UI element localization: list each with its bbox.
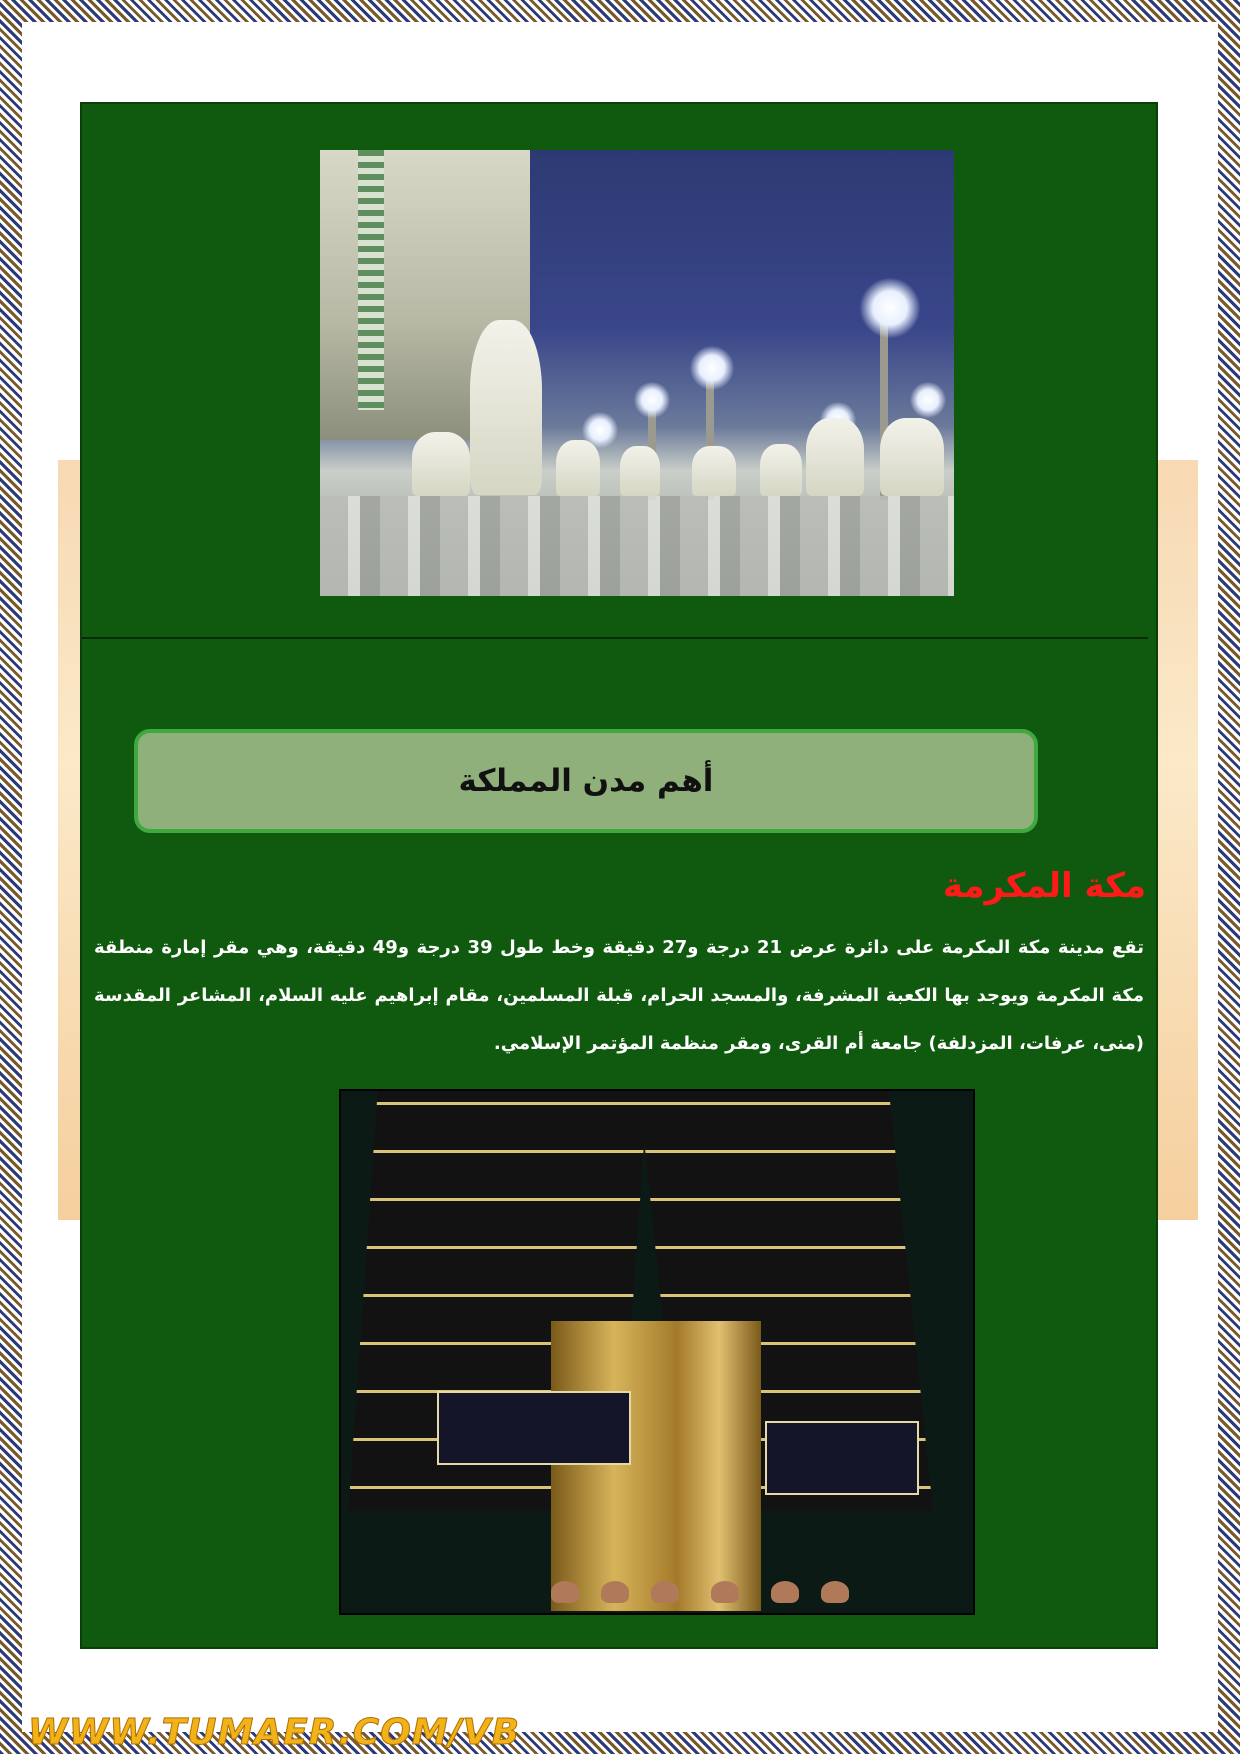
kaaba-golden-door xyxy=(551,1321,761,1611)
page-heading: أهم مدن المملكة xyxy=(458,763,714,799)
lamp-light xyxy=(634,382,670,418)
lamp-light xyxy=(910,382,946,418)
pilgrim-hand xyxy=(771,1581,799,1603)
pilgrim-hand xyxy=(601,1581,629,1603)
standing-pilgrim-figure xyxy=(470,320,542,495)
heading-box xyxy=(134,729,1038,833)
minaret xyxy=(358,150,384,410)
calligraphy-band-right xyxy=(765,1421,919,1495)
kaaba-door-photo xyxy=(339,1089,975,1615)
marble-floor xyxy=(320,496,954,596)
seated-figure xyxy=(880,418,944,496)
site-watermark: WWW.TUMAER.COM/VB xyxy=(28,1712,521,1753)
background-glow-right xyxy=(1158,460,1198,1220)
lamp-light xyxy=(860,278,920,338)
section-title: مكة المكرمة xyxy=(942,866,1146,906)
mosque-courtyard-photo xyxy=(320,150,954,596)
seated-figure xyxy=(620,446,660,496)
seated-figure xyxy=(692,446,736,496)
seated-figure xyxy=(556,440,600,496)
pilgrim-hand xyxy=(551,1581,579,1603)
calligraphy-band-left xyxy=(437,1391,631,1465)
green-content-panel xyxy=(80,102,1158,1649)
section-body-text: تقع مدينة مكة المكرمة على دائرة عرض 21 درجة و27 دقيقة وخط طول 39 درجة و49 دقيقة، وهي مقر إمارة منطقة مكة المكرمة ويوجد بها الكعبة المشرفة، والمسجد الحرام، قبلة المسلمين، مقام إبراهيم عليه السلام، المشاعر المقدسة (منى، عرفات، المزدلفة) جامعة أم القرى، ومقر منظمة المؤتمر الإسلامي. xyxy=(94,937,1144,1054)
seated-figure xyxy=(806,418,864,496)
horizontal-divider xyxy=(82,637,1148,639)
pilgrim-hand xyxy=(711,1581,739,1603)
pilgrim-hand xyxy=(821,1581,849,1603)
seated-figure xyxy=(412,432,470,496)
pilgrim-hand xyxy=(651,1581,679,1603)
lamp-light xyxy=(690,346,734,390)
seated-figure xyxy=(760,444,802,496)
